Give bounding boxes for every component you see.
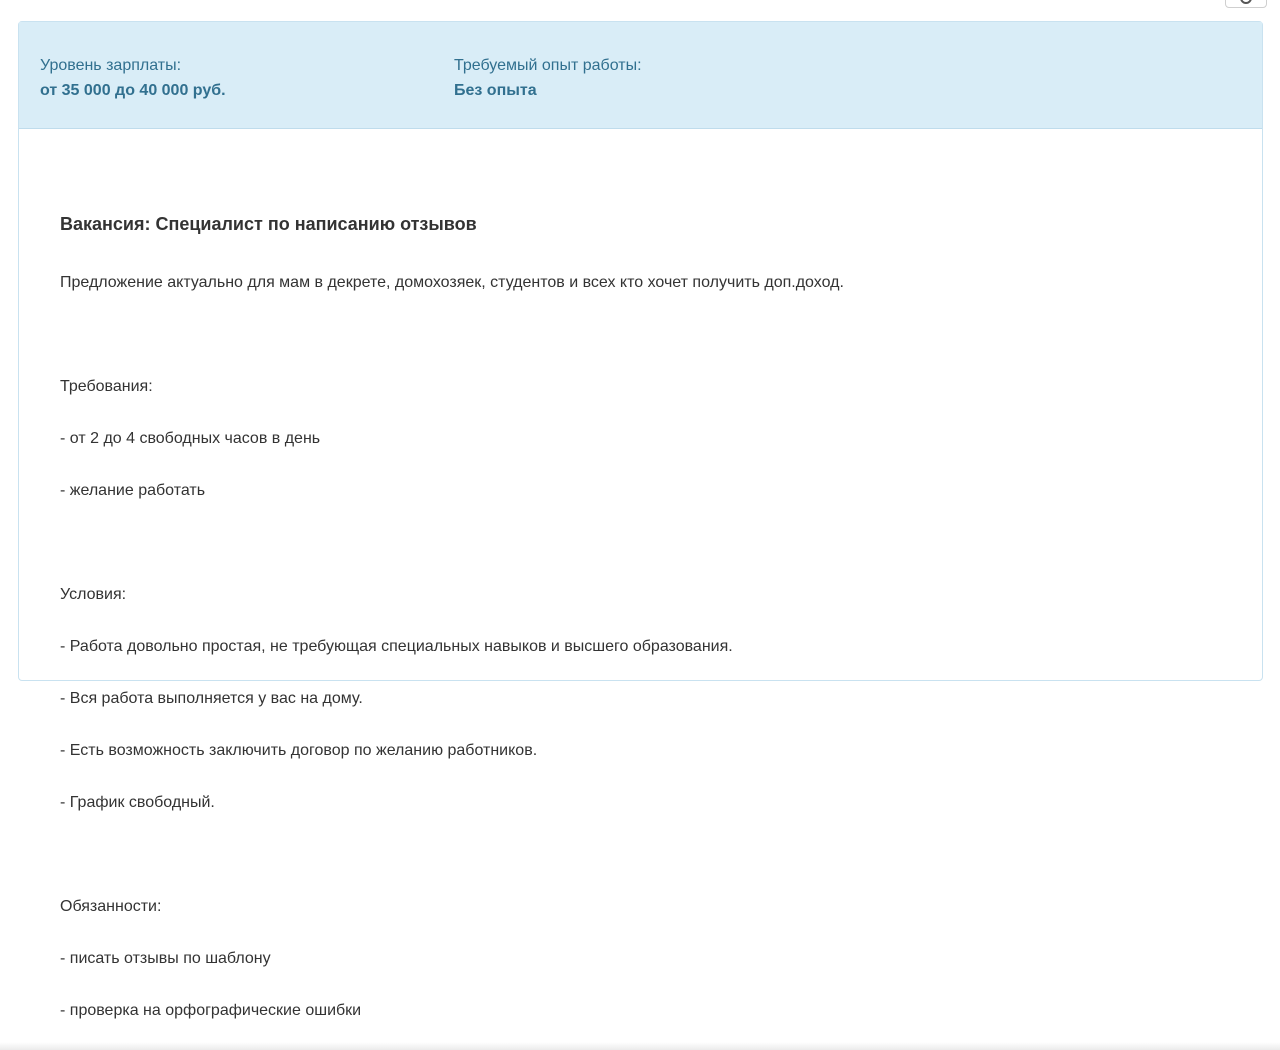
duty-item: - писать отзывы по шаблону (60, 950, 271, 967)
condition-item: - Есть возможность заключить договор по желанию работников. (60, 742, 538, 759)
requirements-heading: Требования: (60, 378, 153, 395)
salary-block (40, 53, 226, 103)
experience-block (454, 53, 642, 103)
experience-label: Требуемый опыт работы: (454, 57, 642, 74)
salary-value: от 35 000 до 40 000 руб. (40, 82, 226, 99)
vacancy-description (19, 129, 1262, 1050)
duties-heading: Обязанности: (60, 898, 162, 915)
experience-value: Без опыта (454, 82, 537, 99)
requirement-item: - от 2 до 4 свободных часов в день (60, 430, 321, 447)
salary-label: Уровень зарплаты: (40, 57, 182, 74)
vacancy-title: Вакансия: Специалист по написанию отзывов (60, 214, 477, 234)
conditions-heading: Условия: (60, 586, 127, 603)
vacancy-text (60, 244, 1221, 1050)
condition-item: - Вся работа выполняется у вас на дому. (60, 690, 363, 707)
vacancy-summary-panel (19, 22, 1262, 129)
requirement-item: - желание работать (60, 482, 206, 499)
top-right-button[interactable] (1225, 0, 1267, 8)
condition-item: - Работа довольно простая, не требующая специальных навыков и высшего образования. (60, 638, 733, 655)
vacancy-card (18, 21, 1263, 1019)
bottom-edge-shadow (0, 1042, 1280, 1050)
vacancy-intro: Предложение актуально для мам в декрете, домохозяек, студентов и всех кто хочет получить доп.доход. (60, 274, 844, 291)
duty-item: - проверка на орфографические ошибки (60, 1002, 362, 1019)
condition-item: - График свободный. (60, 794, 215, 811)
refresh-icon (1240, 0, 1252, 4)
